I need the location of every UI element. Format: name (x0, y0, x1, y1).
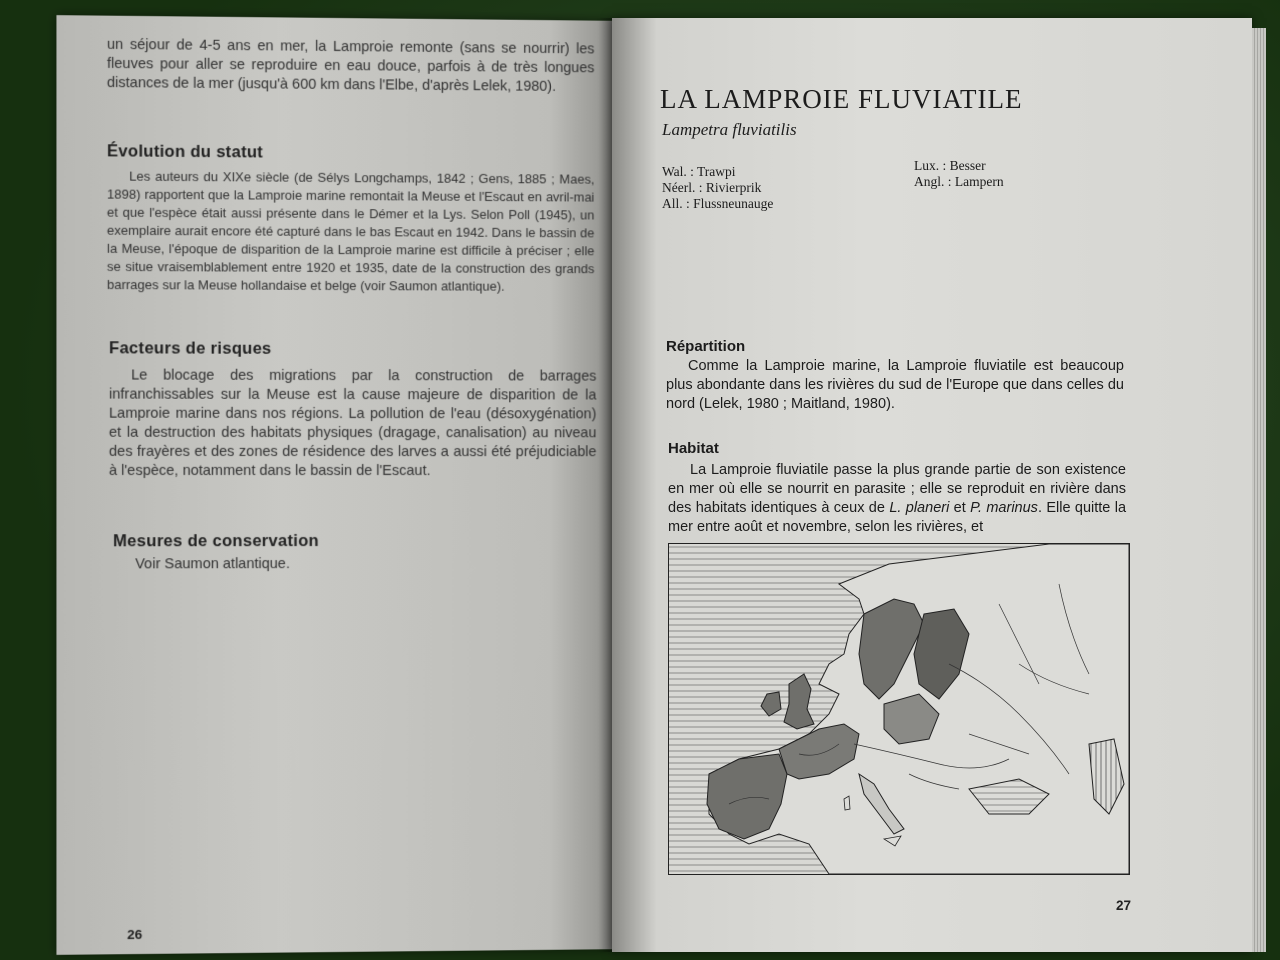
left-intro (107, 36, 594, 97)
section-evolution (107, 142, 594, 296)
name-neerl: Néerl. : Rivierprik (662, 180, 762, 195)
habitat-text-c: . Elle quitte la mer entre août et novembre, selon les rivières, et (668, 500, 1127, 535)
latin-name: Lampetra fluviatilis (662, 120, 797, 139)
species-planeri: L. planeri (889, 500, 950, 516)
page-title: LA LAMPROIE FLUVIATILE (660, 84, 1023, 114)
section-title: Mesures de conservation (113, 532, 319, 551)
island-corsica (844, 796, 850, 810)
name-all: All. : Flussneunauge (662, 196, 774, 211)
section-title: Facteurs de risques (109, 339, 272, 358)
section-title: Répartition (666, 338, 746, 355)
section-title: Habitat (668, 440, 719, 457)
page-edge (1252, 28, 1266, 952)
page-number: 26 (127, 926, 143, 943)
section-habitat (668, 440, 1126, 537)
vernacular-names-left (662, 164, 773, 212)
vernacular-names-right (914, 158, 1004, 190)
section-text: Comme la Lamproie marine, la Lamproie fluviatile est beaucoup plus abondante dans les rivières du sud de l'Europe que dans celles du nord (Lelek, 1980 ; Maitland, 1980). (666, 358, 1124, 412)
name-angl: Angl. : Lampern (914, 174, 1004, 189)
section-repartition (666, 338, 1124, 414)
left-page (56, 15, 616, 955)
section-text (668, 461, 1126, 537)
name-lux: Lux. : Besser (914, 158, 986, 173)
section-text: Les auteurs du XIXe siècle (de Sélys Longchamps, 1842 ; Gens, 1885 ; Maes, 1898) rapportent que la Lamproie marine remontait la Meuse et l'Escaut en avril-mai et que l'espèce était aussi présente dans le Démer et la Lys. Selon Poll (1945), un exemplaire aurait encore été capturé dans le bas Escaut en 1942. Dans le bassin de la Meuse, l'époque de disparition de la Lamproie marine est difficile à préciser ; elle se situe vraisemblablement entre 1920 et 1935, date de la construction des grands barrages sur la Meuse hollandaise et belge (voir Saumon atlantique). (106, 168, 595, 294)
section-risks (109, 339, 596, 481)
section-title: Évolution du statut (106, 142, 264, 162)
section-text: Voir Saumon atlantique. (135, 556, 290, 573)
intro-paragraph: un séjour de 4-5 ans en mer, la Lamproie remonte (sans se nourrir) les fleuves pour aller se reproduire en eau douce, parfois à de très longues distances de la mer (jusqu'à 600 km dans l'Elbe, d'après Lelek, 1980). (106, 36, 595, 95)
page-number: 27 (1116, 898, 1132, 913)
section-conservation (113, 532, 600, 575)
europe-map-svg (669, 544, 1129, 874)
section-text: Le blocage des migrations par la construction de barrages infranchissables sur la Meuse est la cause majeure de disparition de la Lamproie marine dans nos régions. La pollution de l'eau (désoxygénation) et la destruction des habitats physiques (dragage, canalisation) au niveau des frayères et des zones de résidence des larves a aussi été préjudiciable à l'espèce, notamment dans le bassin de l'Escaut. (109, 367, 597, 480)
name-wal: Wal. : Trawpi (662, 164, 736, 179)
distribution-map (668, 543, 1130, 875)
habitat-text-a: La Lamproie fluviatile passe la plus grande partie de son existence en mer où elle se nourrit en parasite ; elle se reproduit en rivière dans des habitats identiques à ceux de (668, 462, 1126, 516)
species-marinus: P. marinus (970, 500, 1038, 516)
habitat-text-b: et (949, 500, 971, 516)
